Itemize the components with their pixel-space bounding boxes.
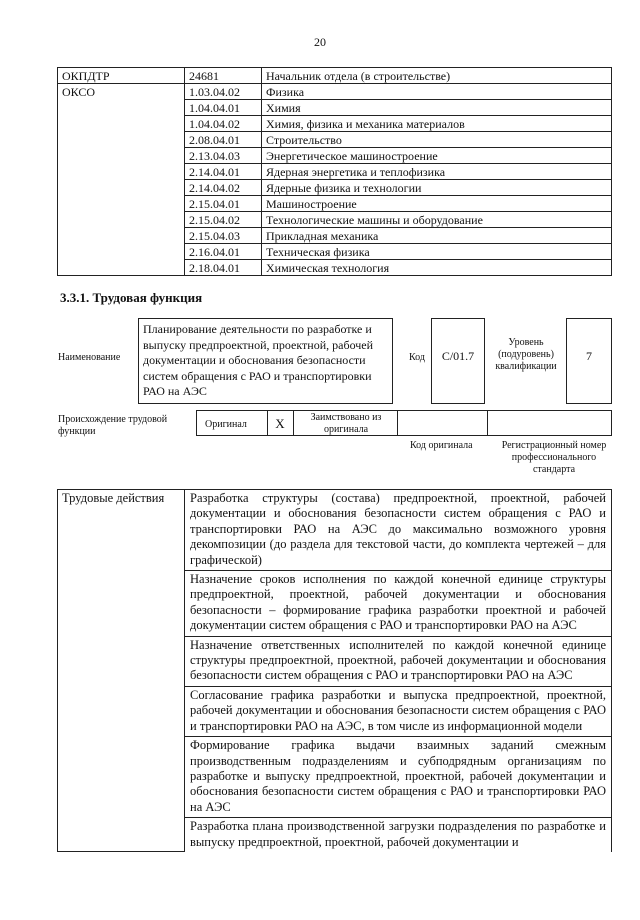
origin-label: Происхождение трудовой функции [58,414,168,437]
codes-name-cell: Технологические машины и оборудование [262,212,612,228]
table-row [58,148,612,164]
table-row [58,68,612,84]
divider [397,411,398,435]
divider [293,411,294,435]
codes-group-cell [58,196,185,212]
codes-group-cell [58,212,185,228]
codes-name-cell: Химия, физика и механика материалов [262,116,612,132]
codes-code-cell: 2.16.04.01 [185,244,262,260]
origin-table [196,410,612,436]
registration-number-caption: Регистрационный номер профессионального стандарта [501,440,607,475]
codes-group-cell: ОКПДТР [58,68,185,84]
codes-code-cell: 2.15.04.03 [185,228,262,244]
level-label: Уровень (подуровень) квалификации [495,337,557,372]
table-row [58,84,612,100]
codes-name-cell: Химия [262,100,612,116]
table-row [58,196,612,212]
labor-action-item: Формирование графика выдачи взаимных заданий смежным производственным подразделениям и субподрядным организациям по разработке и выпуску предпроектной, проектной, рабочей документации и обоснования безопасности систем обращения с РАО и транспортировки РАО на АЭС [185,737,612,818]
codes-name-cell: Начальник отдела (в строительстве) [262,68,612,84]
codes-code-cell: 1.03.04.02 [185,84,262,100]
labor-action-item: Назначение сроков исполнения по каждой конечной единице структуры предпроектной, проектной, рабочей документации и обоснования безопасности – формирование графика разработки проектной и рабочей документации систем обращения с РАО и транспортировки РАО на АЭС [185,571,612,637]
level-value: 7 [586,349,592,363]
codes-code-cell: 2.18.04.01 [185,260,262,276]
codes-name-cell: Машиностроение [262,196,612,212]
codes-code-cell: 1.04.04.02 [185,116,262,132]
level-box [566,318,612,404]
table-row [58,244,612,260]
codes-group-cell [58,164,185,180]
codes-group-cell [58,116,185,132]
labor-actions-label: Трудовые действия [58,490,185,852]
codes-name-cell: Строительство [262,132,612,148]
codes-group-cell [58,228,185,244]
code-box [431,318,485,404]
codes-code-cell: 2.14.04.02 [185,180,262,196]
codes-code-cell: 1.04.04.01 [185,100,262,116]
labor-action-item: Назначение ответственных исполнителей по каждой конечной единице структуры предпроектной, проектной, рабочей документации и обоснования безопасности систем обращения с РАО и транспортировки РАО на АЭС [185,636,612,686]
codes-group-cell [58,148,185,164]
section-heading: 3.3.1. Трудовая функция [60,290,203,305]
table-row [58,228,612,244]
codes-name-cell: Ядерная энергетика и теплофизика [262,164,612,180]
table-row [58,100,612,116]
table-row [58,132,612,148]
original-label: Оригинал [205,419,247,430]
table-row [58,164,612,180]
labor-action-item: Разработка структуры (состава) предпроектной, проектной, рабочей документации и обоснования безопасности систем обращения с РАО и транспортировки РАО на АЭС до максимально возможного уровня декомпозиции (до раздела для текстовой части, до комплекта чертежей – для графической) [185,490,612,571]
table-row [58,116,612,132]
table-row [58,180,612,196]
divider [267,411,268,435]
codes-code-cell: 2.15.04.02 [185,212,262,228]
function-name-box [138,318,393,404]
codes-name-cell: Прикладная механика [262,228,612,244]
table-row [58,260,612,276]
codes-name-cell: Ядерные физика и технологии [262,180,612,196]
divider [487,411,488,435]
codes-code-cell: 2.15.04.01 [185,196,262,212]
codes-code-cell: 2.13.04.03 [185,148,262,164]
codes-group-cell [58,244,185,260]
codes-group-cell: ОКСО [58,84,185,100]
borrowed-label: Заимствовано из оригинала [310,412,382,435]
code-original-caption: Код оригинала [410,440,473,451]
codes-name-cell: Энергетическое машиностроение [262,148,612,164]
codes-group-cell [58,260,185,276]
classification-codes-table [57,67,612,276]
labor-actions-table [57,489,612,852]
original-mark: X [275,416,285,431]
codes-group-cell [58,180,185,196]
page-number: 20 [314,35,326,49]
codes-name-cell: Химическая технология [262,260,612,276]
labor-action-item: Разработка плана производственной загрузки подразделения по разработке и выпуску предпроектной, проектной, рабочей документации и [185,818,612,852]
codes-group-cell [58,100,185,116]
name-label: Наименование [58,352,121,363]
labor-action-item: Согласование графика разработки и выпуска предпроектной, проектной, рабочей документации и обоснования безопасности систем обращения с РАО и транспортировки РАО на АЭС, в том числе из информационной модели [185,686,612,736]
table-row [58,212,612,228]
table-row [58,490,612,571]
codes-group-cell [58,132,185,148]
code-label: Код [409,352,425,363]
code-value: С/01.7 [441,349,475,363]
function-name-value: Планирование деятельности по разработке и выпуску предпроектной, проектной, рабочей документации и обоснования безопасности систем обращения с РАО и транспортировки РАО на АЭС [143,322,374,398]
codes-code-cell: 2.08.04.01 [185,132,262,148]
codes-code-cell: 24681 [185,68,262,84]
codes-name-cell: Техническая физика [262,244,612,260]
codes-name-cell: Физика [262,84,612,100]
codes-code-cell: 2.14.04.01 [185,164,262,180]
